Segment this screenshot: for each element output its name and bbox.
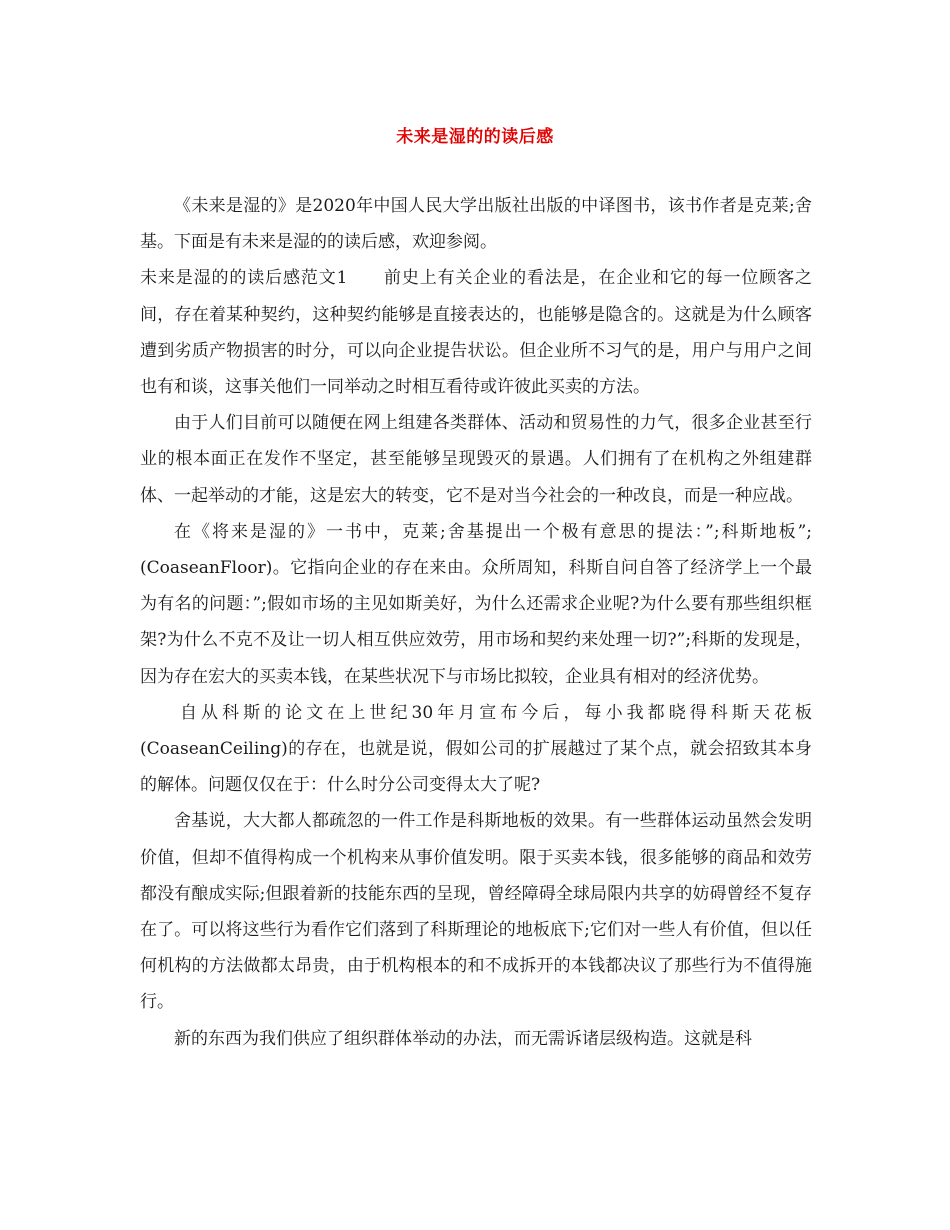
paragraph-coasean-ceiling: 自从科斯的论文在上世纪30年月宣布今后，每小我都晓得科斯天花板(CoaseanCeiling)的存在，也就是说，假如公司的扩展越过了某个点，就会招致其本身的解体。问题仅仅在于：什么时分公司变得太大了呢? <box>140 702 812 796</box>
document-title: 未来是湿的的读后感 <box>396 127 554 147</box>
paragraph-groups: 由于人们目前可以随便在网上组建各类群体、活动和贸易性的力气，很多企业甚至行业的根本面正在发作不坚定，甚至能够呈现毁灭的景遇。人们拥有了在机构之外组建群体、一起举动的才能，这是宏大的转变，它不是对当今社会的一种改良，而是一种应战。 <box>140 413 812 506</box>
paragraph-intro: 《未来是湿的》是2020年中国人民大学出版社出版的中译图书，该书作者是克莱;舍基。下面是有未来是湿的的读后感，欢迎参阅。 <box>140 196 812 253</box>
document-body <box>140 188 812 1057</box>
paragraph-new-tools: 新的东西为我们供应了组织群体举动的办法，而无需诉诸层级构造。这就是科 <box>174 1028 752 1049</box>
paragraph-coasean-floor: 在《将来是湿的》一书中，克莱;舍基提出一个极有意思的提法：”;科斯地板”;(CoaseanFloor)。它指向企业的存在来由。众所周知，科斯自问自答了经济学上一个最为有名的问题：”;假如市场的主见如斯美好，为什么还需求企业呢?为什么要有那些组织框架?为什么不克不及让一切人相互供应效劳，用市场和契约来处理一切?”;科斯的发现是，因为存在宏大的买卖本钱，在某些状况下与市场比拟较，企业具有相对的经济优势。 <box>140 521 812 687</box>
paragraph-essay-1: 未来是湿的的读后感范文1 前史上有关企业的看法是，在企业和它的每一位顾客之间，存在着某种契约，这种契约能够是直接表达的，也能够是隐含的。这就是为什么顾客遭到劣质产物损害的时分，可以向企业提告状讼。但企业所不习气的是，用户与用户之间也有和谈，这事关他们一同举动之时相互看待或许彼此买卖的方法。 <box>140 268 812 398</box>
paragraph-shirky-view: 舍基说，大大都人都疏忽的一件工作是科斯地板的效果。有一些群体运动虽然会发明价值，但却不值得构成一个机构来从事价值发明。限于买卖本钱，很多能够的商品和效劳都没有酿成实际;但跟着新的技能东西的呈现，曾经障碍全球局限内共享的妨碍曾经不复存在了。可以将这些行为看作它们落到了科斯理论的地板底下;它们对一些人有价值，但以任何机构的方法做都太昂贵，由于机构根本的和不成拆开的本钱都决议了那些行为不值得施行。 <box>140 811 812 1013</box>
